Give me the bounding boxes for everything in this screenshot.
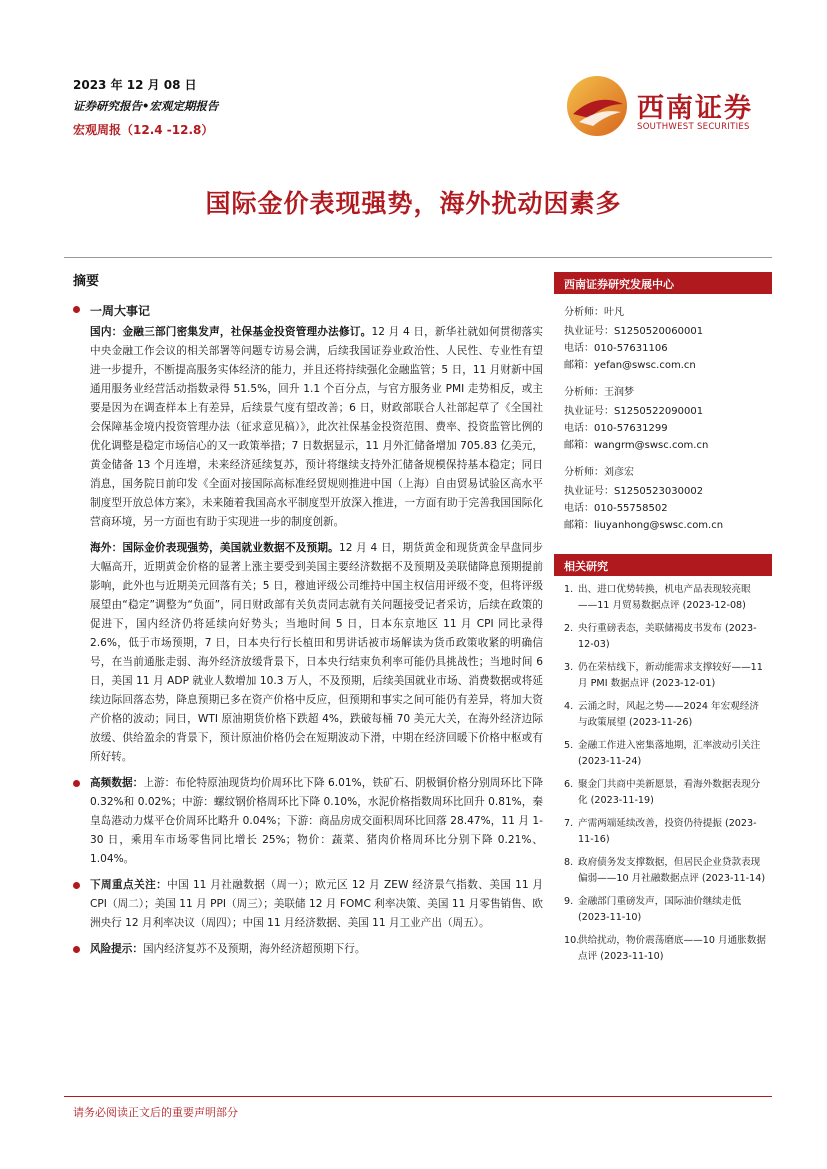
bullet-dot-icon xyxy=(73,882,80,889)
analyst-card xyxy=(554,304,772,374)
analyst-phone: 电话：010-57631106 xyxy=(564,343,668,354)
page-title: 国际金价表现强势，海外扰动因素多 xyxy=(205,189,622,218)
analyst-phone: 电话：010-57631299 xyxy=(564,423,668,434)
week-events-heading: 一周大事记 xyxy=(73,302,543,319)
high-frequency-text: 上游：布伦特原油现货均价周环比下降 6.01%，铁矿石、阴极铜价格分别周环比下降 0.32%和 0.02%；中游：螺纹钢价格周环比下降 0.10%，水泥价格指数周环比回升 0.81%，秦皇岛港动力煤平仓价周环比略升 0.04%；下游：商品房成交面积周环比回落 28.47%，11 月 1-30 日，乘用车市场零售同比增长 25%；物价：蔬菜、猪肉价格周环比分别下降 0.21%、1.04%。 xyxy=(90,777,543,865)
list-item[interactable]: 2. 央行重磅表态，美联储褐皮书发布 (2023-12-03) xyxy=(564,623,757,650)
overseas-text: 12 月 4 日，期货黄金和现货黄金早盘同步大幅高开，近期黄金价格的显著上涨主要受到美国主要经济数据不及预期及美联储降息预期提前影响，此外也与近期美元回落有关；5 日，穆迪评级公司维持中国主权信用评级不变，但将评级展望由“稳定”调整为“负面”，同日财政部有关负责同志就有关问题接受记者采访，后续在政策的促进下，国内经济仍将延续向好势头；当地时间 5 日，日本东京地区 11 月 CPI 同比录得 2.6%，低于市场预期，7 日，日本央行行长植田和男讲话被市场解读为货币政策收紧的明确信号，在当前通胀走弱、海外经济放缓背景下，日本央行结束负利率可能仍具挑战性；当地时间 6 日，美国 11 月 ADP 就业人数增加 10.3 万人，不及预期，后续美国就业市场、消费数据或将延续边际回落态势，降息预期已多在资产价格中反应，但预期和事实之间可能仍有差异，将加大资产价格的波动；同日，WTI 原油期货价格下跌超 4%，跌破每桶 70 美元大关，在海外经济边际放缓、供给盈余的背景下，预计原油价格仍会在短期波动下滑，中期在经济回暖下价格中枢或有所好转。 xyxy=(90,542,543,763)
logo-circle-icon xyxy=(565,74,629,138)
bullet-dot-icon xyxy=(73,306,80,313)
next-week-paragraph xyxy=(73,876,543,933)
analyst-cert: 执业证号：S1250520060001 xyxy=(564,326,704,337)
analyst-name: 分析师：刘彦宏 xyxy=(564,467,634,478)
overseas-label: 海外：国际金价表现强势，美国就业数据不及预期。 xyxy=(90,542,339,554)
list-item[interactable]: 5. 金融工作进入密集落地期，汇率波动引关注 (2023-11-24) xyxy=(564,740,761,767)
overseas-paragraph xyxy=(73,539,543,767)
analyst-name: 分析师：王润梦 xyxy=(564,387,634,398)
research-center-heading: 西南证券研究发展中心 xyxy=(554,272,772,294)
analyst-card xyxy=(554,464,772,534)
analyst-phone: 电话：010-55758502 xyxy=(564,503,668,514)
bottom-divider xyxy=(64,1096,772,1097)
summary-heading: 摘要 xyxy=(73,274,100,289)
list-item[interactable]: 9. 金融部门重磅发声，国际油价继续走低 (2023-11-10) xyxy=(564,896,742,923)
footer-disclaimer: 请务必阅读正文后的重要声明部分 xyxy=(73,1106,238,1119)
risk-text: 国内经济复苏不及预期，海外经济超预期下行。 xyxy=(142,943,366,955)
next-week-text: 中国 11 月社融数据（周一）；欧元区 12 月 ZEW 经济景气指数、美国 11 月 CPI（周二）；美国 11 月 PPI（周三）；美联储 12 月 FOMC 利率决策、美国 11 月零售销售、欧洲央行 12 月利率决议（周四）；中国 11 月经济数据、美国 11 月工业产出（周五）。 xyxy=(90,879,544,929)
sidebar xyxy=(554,272,772,972)
list-item[interactable]: 10. 供给扰动，物价震荡磨底——10 月通胀数据点评 (2023-11-10) xyxy=(564,935,766,962)
list-item[interactable]: 1. 出、进口优势转换，机电产品表现较亮眼——11 月贸易数据点评 (2023-12-08) xyxy=(564,584,751,611)
list-item[interactable]: 7. 产需两端延续改善，投资仍待提振 (2023-11-16) xyxy=(564,818,757,845)
company-logo xyxy=(565,70,770,142)
analyst-cert: 执业证号：S1250522090001 xyxy=(564,406,704,417)
summary-section xyxy=(73,270,543,959)
list-item[interactable]: 6. 聚金门共商中美新愿景，看海外数据表现分化 (2023-11-19) xyxy=(564,779,761,806)
bullet-dot-icon xyxy=(73,946,80,953)
domestic-paragraph xyxy=(73,323,543,532)
analyst-cert: 执业证号：S1250523030002 xyxy=(564,486,704,497)
report-date: 2023 年 12 月 08 日 xyxy=(73,78,197,92)
next-week-label: 下周重点关注： xyxy=(90,879,168,891)
list-item[interactable]: 3. 仍在荣枯线下，新动能需求支撑较好——11 月 PMI 数据点评 (2023-12-01) xyxy=(564,662,763,689)
report-type: 证券研究报告•宏观定期报告 xyxy=(73,99,219,113)
analyst-card xyxy=(554,384,772,454)
analyst-name: 分析师：叶凡 xyxy=(564,307,624,318)
report-series: 宏观周报（12.4 -12.8） xyxy=(73,123,214,137)
list-item[interactable]: 8. 政府债务发支撑数据，但居民企业贷款表现偏弱——10 月社融数据点评 (2023-11-14) xyxy=(564,857,766,884)
related-research-list xyxy=(554,576,772,964)
bullet-dot-icon xyxy=(73,780,80,787)
top-divider xyxy=(64,257,772,258)
domestic-label: 国内：金融三部门密集发声，社保基金投资管理办法修订。 xyxy=(90,326,372,338)
analyst-email[interactable]: 邮箱：yefan@swsc.com.cn xyxy=(564,360,696,371)
high-frequency-label: 高频数据： xyxy=(90,777,144,789)
risk-paragraph xyxy=(73,940,543,959)
risk-label: 风险提示： xyxy=(90,943,143,955)
list-item[interactable]: 4. 云涌之时，风起之势——2024 年宏观经济与政策展望 (2023-11-26) xyxy=(564,701,759,728)
logo-english-name: SOUTHWEST SECURITIES xyxy=(637,122,750,132)
analyst-email[interactable]: 邮箱：wangrm@swsc.com.cn xyxy=(564,440,709,451)
analyst-email[interactable]: 邮箱：liuyanhong@swsc.com.cn xyxy=(564,520,724,531)
domestic-text: 12 月 4 日，新华社就如何贯彻落实中央金融工作会议的相关部署等问题专访易会满，后续我国证券业政治性、人民性、专业性有望进一步提升，不断提高服务实体经济的能力，并且还将持续强化金融监管；5 日，11 月财新中国通用服务业经营活动指数录得 51.5%，回升 1.1 个百分点，与官方服务业 PMI 走势相反，或主要是因为在调查样本上有差异，后续景气度有望改善；6 日，财政部联合人社部起草了《全国社会保障基金境内投资管理办法（征求意见稿）》，此次社保基金投资范围、费率、投资监管比例的优化调整是稳定市场信心的又一政策举措；7 日数据显示，11 月外汇储备增加 705.83 亿美元，黄金储备 13 个月连增，未来经济延续复苏，预计将继续支持外汇储备规模保持基本稳定；同日消息，国务院日前印发《全面对接国际高标准经贸规则推进中国（上海）自由贸易试验区高水平制度型开放总体方案》，未来随着我国高水平制度型开放深入推进，一方面有助于完善我国国际化营商环境，另一方面也有助于实现进一步的制度创新。 xyxy=(90,326,544,528)
related-research-heading: 相关研究 xyxy=(554,554,772,576)
logo-chinese-name: 西南证券 xyxy=(637,93,753,124)
high-frequency-paragraph xyxy=(73,774,543,869)
